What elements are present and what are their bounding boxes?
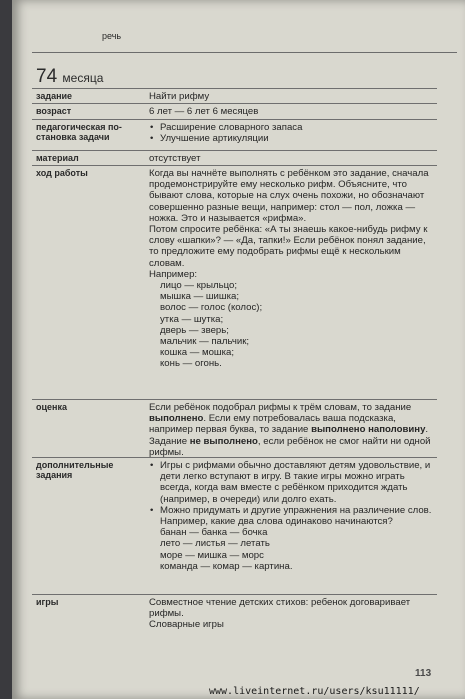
material-row [32, 150, 437, 165]
score-text [149, 402, 437, 458]
rhyme-pair: волос — голос (колос); [160, 302, 263, 314]
word-group: лето — листья — летать [160, 538, 270, 550]
score-emphasis: выполнено [149, 413, 204, 425]
age-number: 74 [36, 66, 58, 87]
rhyme-pair: мальчик — пальчик; [160, 336, 250, 348]
process-row [32, 165, 437, 398]
process-example-intro: Например: [149, 268, 198, 280]
process-text [149, 168, 437, 370]
score-row [32, 399, 437, 458]
score-emphasis: не выполнено [189, 435, 258, 447]
rhyme-pair: лицо — крыльцо; [160, 280, 238, 292]
task-label: задание [36, 91, 73, 101]
age-label: возраст [36, 106, 72, 116]
rhyme-pair: кошка — мошка; [160, 347, 235, 359]
rhyme-list [149, 280, 437, 370]
task-row [32, 88, 437, 103]
word-group: команда — комар — картина. [160, 560, 293, 572]
games-line: Словарные игры [149, 619, 224, 631]
page-number: 113 [415, 668, 432, 679]
process-label: ход работы [36, 168, 88, 178]
rhyme-pair: мышка — шишка; [160, 291, 240, 303]
age-heading [36, 66, 103, 88]
process-paragraph: Когда вы начнёте выполнять с ребёнком это задание, сначала продемонстрируйте ему несколько рифм. Объясните, что бывают слова, которые на слух очень похожи, но обозначают совершенно разные вещи, например: стол — пол, ложка — ножка. Это и называется «рифма». [149, 168, 429, 224]
goal-item: • Улучшение артикуляции [149, 133, 437, 144]
goals-list [149, 122, 437, 144]
age-value: 6 лет — 6 лет 6 месяцев [149, 106, 259, 117]
rhyme-pair: утка — шутка; [160, 313, 224, 325]
source-url[interactable]: www.liveinternet.ru/users/ksu11111/ [209, 686, 420, 697]
goal-item: • Расширение словарного запаса [149, 122, 437, 133]
score-emphasis: выполнено наполовину [311, 424, 426, 436]
material-label: материал [36, 153, 79, 163]
book-page [12, 0, 465, 699]
games-text [149, 597, 437, 631]
score-fragment: , если ребёнок не смог найти ни одной рифмы. [149, 435, 431, 458]
task-value: Найти рифму [149, 91, 210, 102]
score-fragment: Если ребёнок подобрал рифмы к трём словам, то задание [149, 402, 412, 413]
extra-tasks-label: дополнительные задания [36, 460, 114, 480]
goals-label: педагогическая по-становка задачи [36, 122, 122, 142]
rhyme-pair: конь — огонь. [160, 358, 222, 370]
score-fragment: . Задание [149, 424, 429, 447]
rhyme-pair: дверь — зверь; [160, 324, 229, 336]
age-unit: месяца [62, 71, 104, 85]
process-paragraph: Потом спросите ребёнка: «А ты знаешь какое-нибудь рифму к слову «шапки»? — «Да, тапки!» Если ребёнок понял задание, то предложите ему подобрать рифмы ещё к нескольким словам. [149, 224, 428, 269]
header-divider [32, 52, 457, 53]
word-group: банан — банка — бочка [160, 527, 268, 539]
age-row [32, 103, 437, 118]
games-label: игры [36, 597, 59, 607]
games-line: Совместное чтение детских стихов: ребенок договаривает рифмы. [149, 597, 411, 620]
extra-task-item: • Игры с рифмами обычно доставляют детям удовольствие, и дети легко вступают в игру. В такие игры можно играть всегда, когда вам вместе с ребёнком приходится ждать (например, в очереди) или долго ехать. [149, 460, 437, 505]
extra-task-item: • Можно придумать и другие упражнения на различение слов. Например, какие два слова одинаково начинаются? [149, 505, 437, 527]
games-row [32, 594, 437, 635]
running-title: речь [102, 31, 122, 41]
score-label: оценка [36, 402, 67, 412]
score-fragment: . Если ему потребовалась ваша подсказка, например первая буква, то задание [149, 413, 396, 436]
word-group: море — мишка — морс [160, 549, 264, 561]
extra-tasks-text [149, 460, 437, 572]
material-value: отсутствует [149, 153, 201, 164]
goals-row [32, 119, 437, 149]
extra-tasks-row [32, 457, 437, 594]
